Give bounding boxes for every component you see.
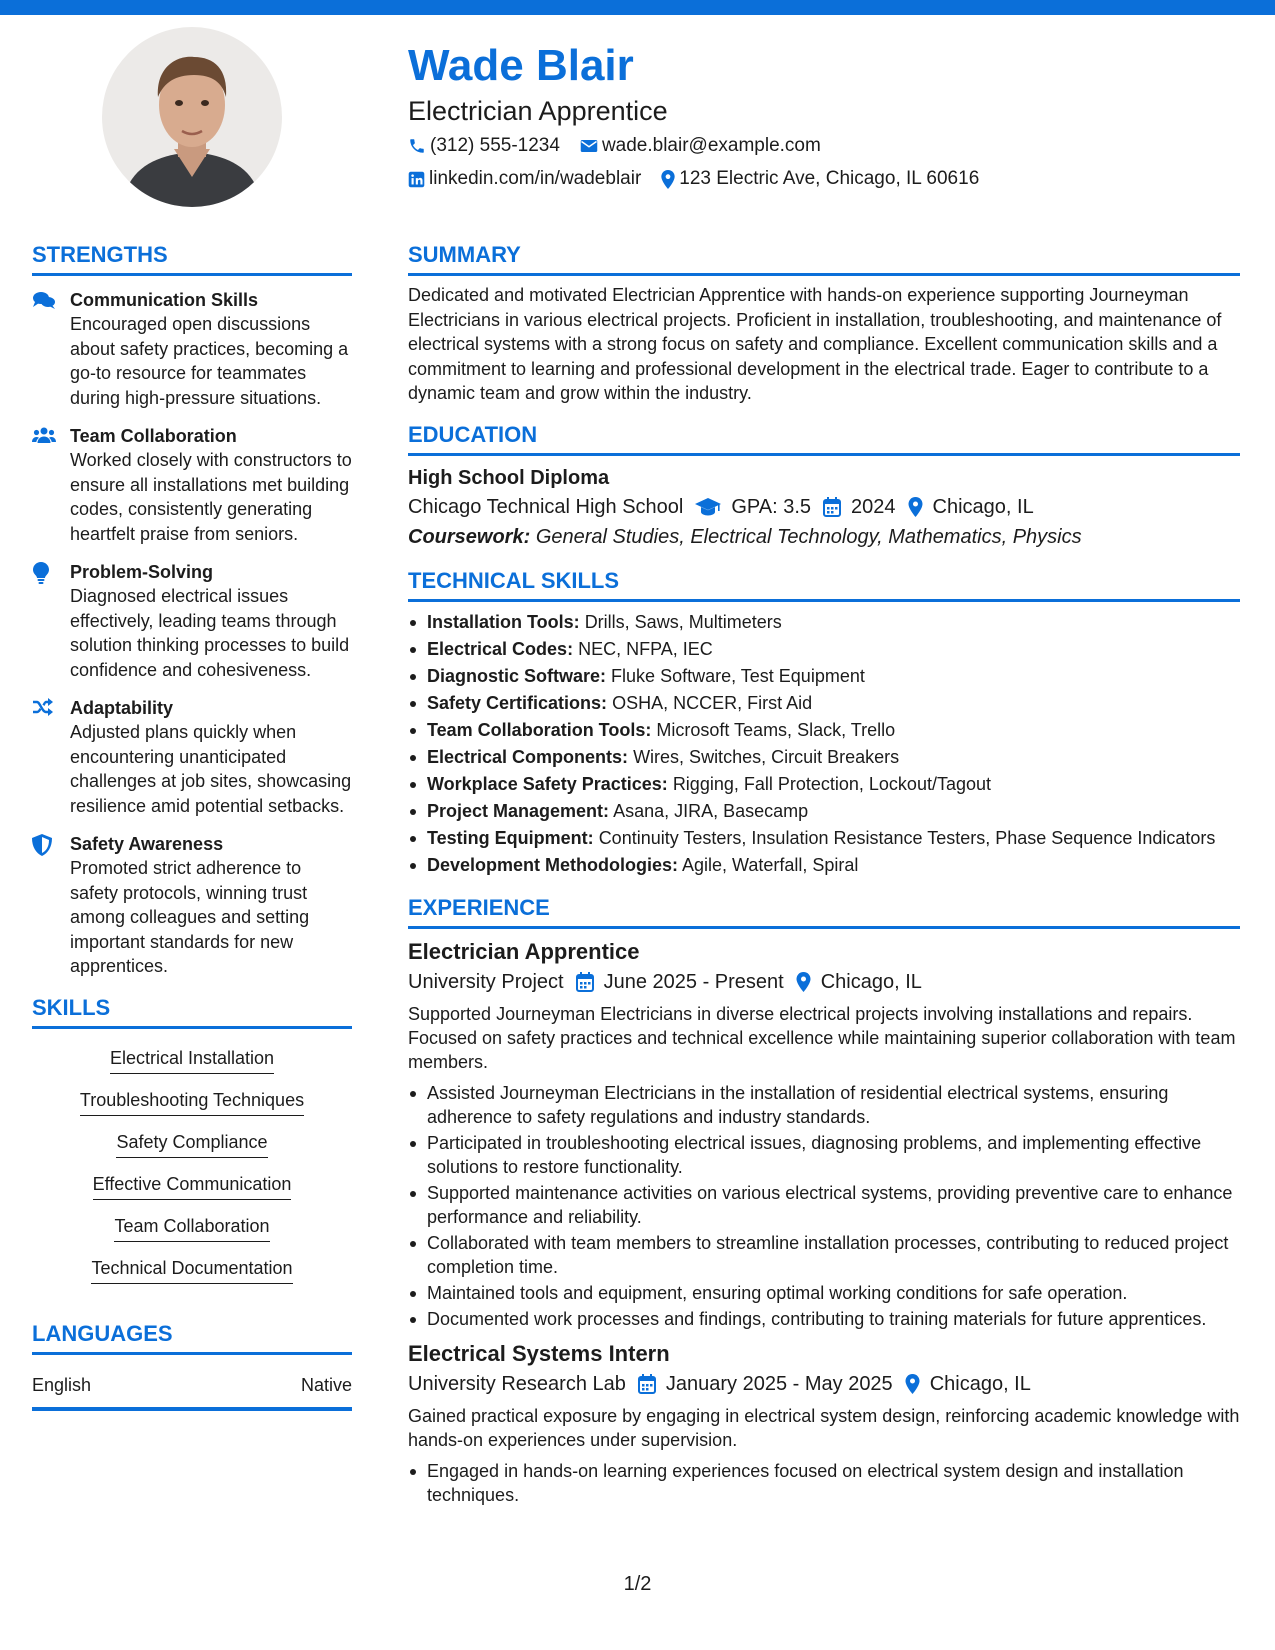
- calendar-icon: [823, 497, 841, 517]
- skill-tag: Technical Documentation: [91, 1256, 292, 1284]
- edu-location-text: Chicago, IL: [932, 495, 1034, 518]
- job-dates: [576, 967, 784, 997]
- job-description: Gained practical exposure by engaging in electrical system design, reinforcing academic knowledge with hands-on experiences under supervision.: [408, 1405, 1240, 1450]
- strength-desc: Diagnosed electrical issues effectively, leading teams through solution thinking processes to build confidence and cohesiveness.: [70, 586, 350, 680]
- graduation-cap-icon: [695, 498, 721, 516]
- language-level: Native: [300, 1374, 352, 1395]
- job-bullet: Supported maintenance activities on various electrical systems, providing preventive care to enhance performance and reliability.: [408, 1181, 1240, 1229]
- year-meta: [823, 492, 896, 522]
- skills-heading: SKILLS: [32, 993, 352, 1029]
- tech-skill-value: Microsoft Teams, Slack, Trello: [656, 719, 896, 740]
- location-pin-icon: [661, 170, 675, 189]
- education-meta: [408, 492, 1240, 522]
- candidate-title: Electrician Apprentice: [408, 96, 668, 126]
- job-bullets: [408, 1459, 1240, 1507]
- tech-skill-value: Fluke Software, Test Equipment: [611, 665, 865, 686]
- skill-tag: Troubleshooting Techniques: [80, 1088, 304, 1116]
- edu-location-meta: [908, 492, 1034, 522]
- tech-skill-label: Electrical Codes:: [427, 638, 574, 659]
- calendar-icon: [576, 972, 594, 992]
- tech-skill-item: [408, 771, 1240, 798]
- technical-skills-list: [408, 609, 1240, 879]
- job-entry: [408, 937, 1240, 1331]
- education-section: [408, 420, 1240, 552]
- job-org: [408, 1369, 626, 1399]
- job-org-text: University Project: [408, 970, 564, 993]
- job-title: Electrician Apprentice: [408, 938, 640, 964]
- strengths-list: [32, 288, 352, 979]
- strength-item: [32, 832, 352, 979]
- top-accent-bar: [0, 0, 1275, 15]
- address-contact: [661, 164, 979, 194]
- phone-text: (312) 555-1234: [430, 135, 560, 156]
- calendar-icon: [638, 1374, 656, 1394]
- tech-skill-value: Continuity Testers, Insulation Resistance Testers, Phase Sequence Indicators: [598, 827, 1216, 848]
- job-org: [408, 967, 564, 997]
- tech-skill-item: [408, 852, 1240, 879]
- languages-heading: LANGUAGES: [32, 1319, 352, 1355]
- users-icon: [32, 426, 56, 444]
- strength-item: [32, 560, 352, 682]
- skill-tag: Team Collaboration: [114, 1214, 269, 1242]
- gpa-meta: [695, 492, 811, 522]
- phone-contact[interactable]: [408, 131, 560, 161]
- tech-skill-value: NEC, NFPA, IEC: [578, 638, 713, 659]
- school-text: Chicago Technical High School: [408, 495, 684, 518]
- header: [408, 40, 1248, 194]
- tech-skill-label: Development Methodologies:: [427, 854, 679, 875]
- tech-skill-item: [408, 744, 1240, 771]
- tech-skill-item: [408, 825, 1240, 852]
- summary-section: [408, 240, 1240, 406]
- contact-line-2: [408, 164, 1248, 194]
- job-bullet: Collaborated with team members to streamline installation processes, contributing to reduced project completion time.: [408, 1231, 1240, 1279]
- location-pin-icon: [908, 497, 923, 517]
- job-description: Supported Journeyman Electricians in diverse electrical projects involving installations and repairs. Focused on safety practices and technical excellence while maintaining superior collaboration with team members.: [408, 1003, 1236, 1072]
- tech-skill-item: [408, 636, 1240, 663]
- job-entry: [408, 1339, 1240, 1507]
- experience-section: [408, 893, 1240, 1507]
- comments-icon: [32, 290, 56, 310]
- right-column: [408, 240, 1240, 1521]
- tech-skill-value: Agile, Waterfall, Spiral: [682, 854, 859, 875]
- strength-title: Problem-Solving: [70, 562, 214, 582]
- technical-skills-section: [408, 566, 1240, 879]
- job-location-text: Chicago, IL: [820, 970, 922, 993]
- linkedin-text: linkedin.com/in/wadeblair: [429, 168, 642, 189]
- page-indicator: 1/2: [623, 1573, 652, 1595]
- tech-skill-value: OSHA, NCCER, First Aid: [612, 692, 813, 713]
- job-location: [796, 967, 922, 997]
- job-bullet: Participated in troubleshooting electrical issues, diagnosing problems, and implementing effective solutions to restore functionality.: [408, 1131, 1240, 1179]
- tech-skill-label: Team Collaboration Tools:: [427, 719, 652, 740]
- summary-text: Dedicated and motivated Electrician Apprentice with hands-on experience supporting Journeyman Electricians in various electrical projects. Proficient in installation, troubleshooting, and maintenance of electrical systems with a strong focus on safety and compliance. Excellent communication skills and a commitment to learning and professional development in the electrical trade. Eager to contribute to a dynamic team and grow within the industry.: [408, 285, 1222, 403]
- envelope-icon: [580, 138, 598, 154]
- coursework-line: [408, 522, 1240, 552]
- location-pin-icon: [796, 972, 811, 992]
- gpa-text: GPA: 3.5: [731, 495, 812, 518]
- tech-skill-value: Asana, JIRA, Basecamp: [613, 800, 809, 821]
- strength-item: [32, 424, 352, 546]
- strength-desc: Encouraged open discussions about safety practices, becoming a go-to resource for teammates during high-pressure situations.: [70, 314, 349, 408]
- tech-skill-label: Workplace Safety Practices:: [427, 773, 668, 794]
- tech-skill-label: Electrical Components:: [427, 746, 629, 767]
- education-heading: EDUCATION: [408, 420, 1240, 456]
- tech-skill-label: Testing Equipment:: [427, 827, 594, 848]
- job-dates-text: June 2025 - Present: [603, 970, 784, 993]
- job-title: Electrical Systems Intern: [408, 1340, 670, 1366]
- phone-icon: [408, 137, 426, 155]
- job-org-text: University Research Lab: [408, 1372, 626, 1395]
- strength-title: Safety Awareness: [70, 834, 224, 854]
- shield-icon: [32, 834, 52, 856]
- job-meta: [408, 1369, 1240, 1399]
- email-text: wade.blair@example.com: [601, 135, 821, 156]
- job-location-text: Chicago, IL: [929, 1372, 1031, 1395]
- job-bullets: [408, 1081, 1240, 1331]
- tech-skill-item: [408, 663, 1240, 690]
- job-bullet: Documented work processes and findings, contributing to training materials for future apprentices.: [408, 1307, 1240, 1331]
- job-bullet: Assisted Journeyman Electricians in the installation of residential electrical systems, ensuring adherence to safety regulations and industry standards.: [408, 1081, 1240, 1129]
- coursework-label: Coursework:: [408, 525, 531, 548]
- tech-skill-item: [408, 717, 1240, 744]
- tech-skill-label: Project Management:: [427, 800, 610, 821]
- job-meta: [408, 967, 1240, 997]
- location-pin-icon: [905, 1374, 920, 1394]
- shuffle-icon: [32, 698, 54, 716]
- tech-skill-label: Installation Tools:: [427, 611, 580, 632]
- skills-list: [32, 1041, 352, 1293]
- language-row: [32, 1373, 352, 1411]
- tech-skill-value: Wires, Switches, Circuit Breakers: [633, 746, 900, 767]
- strength-desc: Adjusted plans quickly when encountering unanticipated challenges at job sites, showcasing resilience amid potential setbacks.: [70, 722, 352, 816]
- summary-heading: SUMMARY: [408, 240, 1240, 276]
- strength-title: Team Collaboration: [70, 426, 237, 446]
- tech-skill-label: Safety Certifications:: [427, 692, 608, 713]
- job-dates-text: January 2025 - May 2025: [665, 1372, 893, 1395]
- email-contact[interactable]: [580, 131, 821, 161]
- skill-tag: Safety Compliance: [116, 1130, 267, 1158]
- job-bullet: Engaged in hands-on learning experiences focused on electrical system design and installation techniques.: [408, 1459, 1240, 1507]
- strength-desc: Promoted strict adherence to safety protocols, winning trust among colleagues and setting important standards for new apprentices.: [70, 858, 310, 976]
- left-column: [32, 240, 352, 1411]
- linkedin-contact[interactable]: [408, 164, 641, 194]
- coursework-text: General Studies, Electrical Technology, Mathematics, Physics: [535, 525, 1082, 548]
- job-dates: [638, 1369, 893, 1399]
- tech-skill-item: [408, 798, 1240, 825]
- strength-item: [32, 288, 352, 410]
- year-text: 2024: [851, 495, 896, 518]
- tech-skill-item: [408, 609, 1240, 636]
- candidate-name: Wade Blair: [408, 41, 634, 90]
- skill-tag: Electrical Installation: [110, 1046, 274, 1074]
- profile-photo: [102, 27, 282, 207]
- skill-tag: Effective Communication: [93, 1172, 292, 1200]
- tech-skill-label: Diagnostic Software:: [427, 665, 607, 686]
- contact-line-1: [408, 131, 1248, 161]
- tech-skill-value: Rigging, Fall Protection, Lockout/Tagout: [672, 773, 991, 794]
- job-bullet: Maintained tools and equipment, ensuring optimal working conditions for safe operation.: [408, 1281, 1240, 1305]
- lightbulb-icon: [32, 562, 50, 584]
- strengths-heading: STRENGTHS: [32, 240, 352, 276]
- strength-title: Communication Skills: [70, 290, 259, 310]
- language-name: English: [32, 1374, 92, 1395]
- address-text: 123 Electric Ave, Chicago, IL 60616: [679, 168, 980, 189]
- tech-skill-value: Drills, Saws, Multimeters: [584, 611, 782, 632]
- job-location: [905, 1369, 1031, 1399]
- school-name: [408, 492, 683, 522]
- strength-item: [32, 696, 352, 818]
- technical-skills-heading: TECHNICAL SKILLS: [408, 566, 1240, 602]
- experience-heading: EXPERIENCE: [408, 893, 1240, 929]
- strength-title: Adaptability: [70, 698, 174, 718]
- degree-title: High School Diploma: [408, 466, 610, 489]
- tech-skill-item: [408, 690, 1240, 717]
- linkedin-icon: [408, 171, 425, 188]
- strength-desc: Worked closely with constructors to ensure all installations met building codes, consistently generating heartfelt praise from seniors.: [70, 450, 352, 544]
